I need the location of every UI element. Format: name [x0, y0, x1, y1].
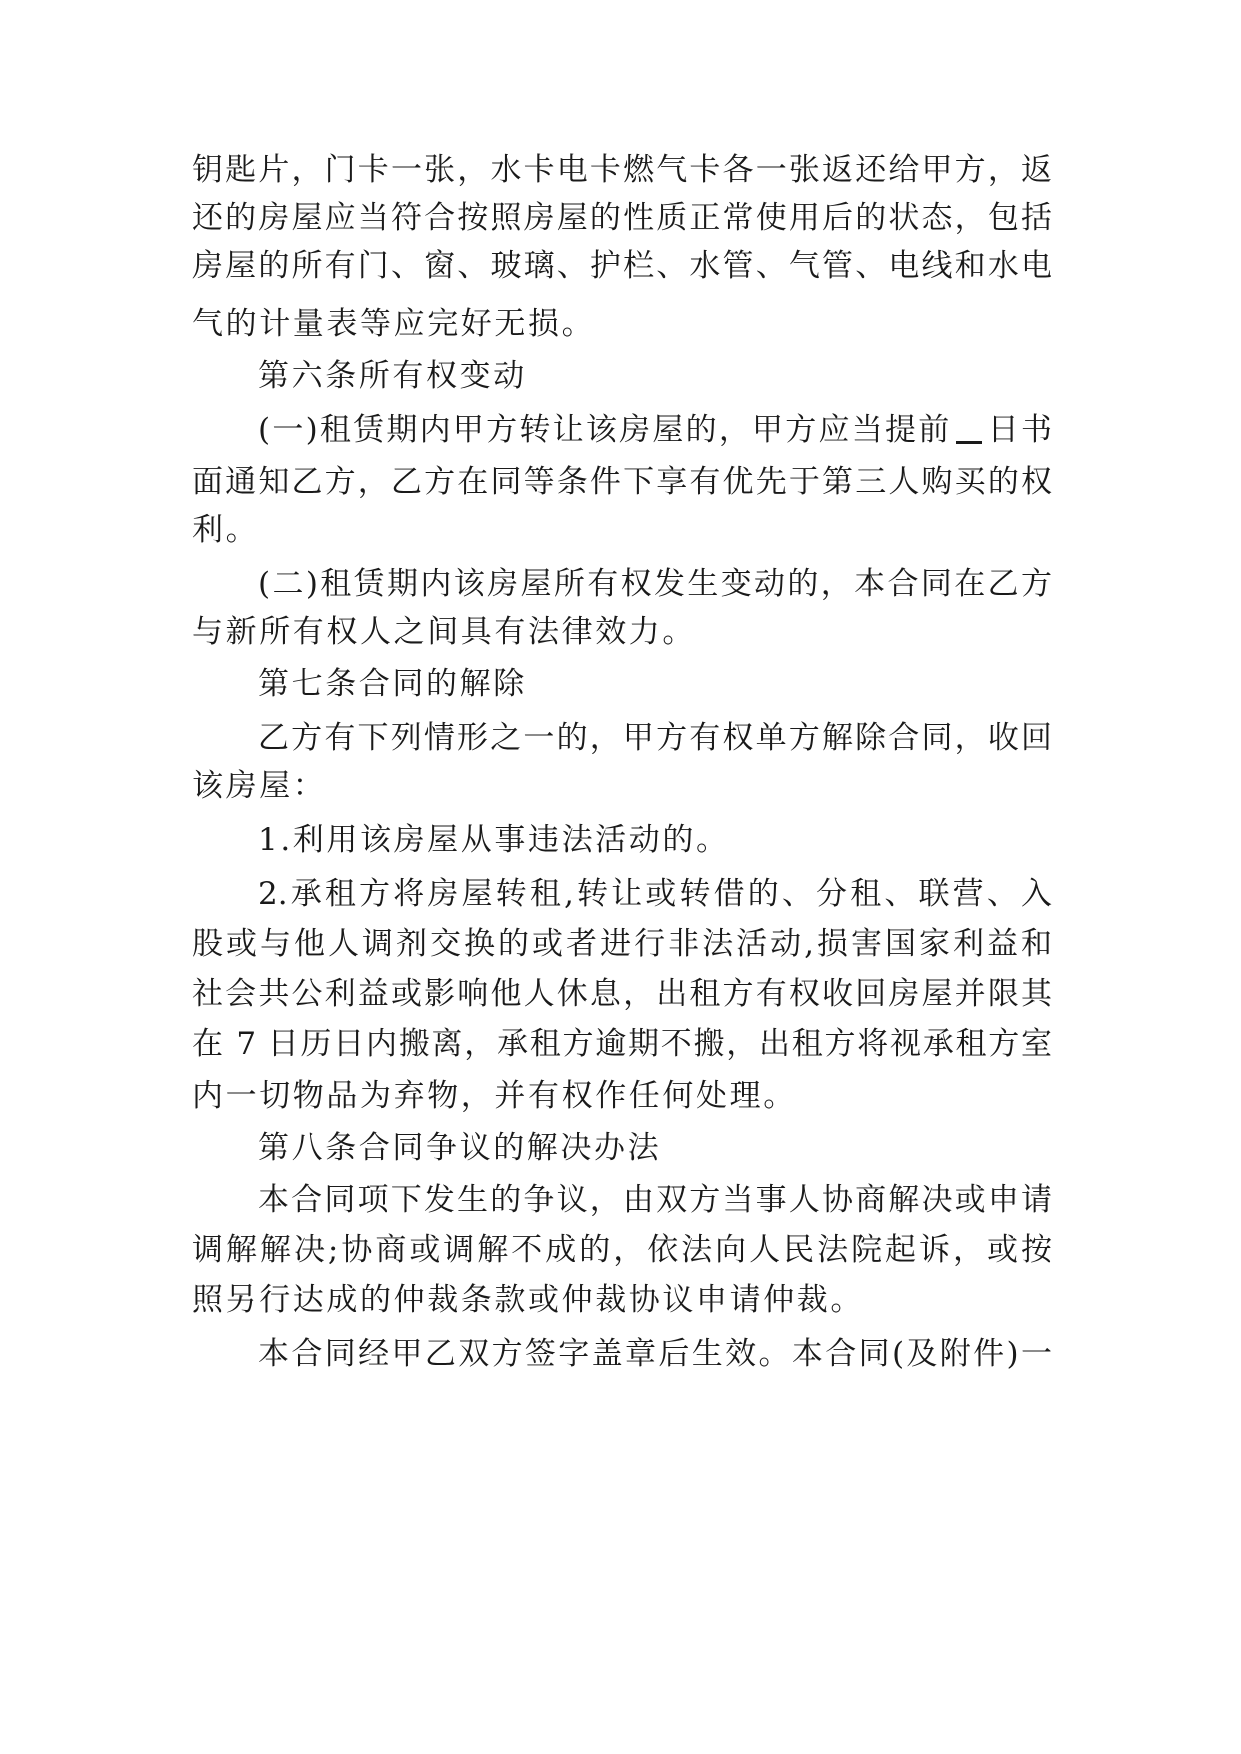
- section-heading-8: 第八条合同争议的解决办法: [258, 1130, 662, 1166]
- text-line: 利。: [192, 512, 260, 548]
- section-heading-6: 第六条所有权变动: [258, 358, 527, 394]
- text-line: 社会共公利益或影响他人休息，出租方有权收回房屋并限其: [192, 976, 1052, 1012]
- text-line: 调解解决;协商或调解不成的，依法向人民法院起诉，或按: [192, 1232, 1052, 1268]
- text-line: 乙方有下列情形之一的，甲方有权单方解除合同，收回: [258, 720, 1052, 756]
- section-heading-7: 第七条合同的解除: [258, 666, 527, 702]
- text-line: (二)租赁期内该房屋所有权发生变动的，本合同在乙方: [258, 566, 1052, 602]
- text-line: 内一切物品为弃物，并有权作任何处理。: [192, 1078, 797, 1114]
- text-line: 该房屋：: [192, 768, 327, 804]
- fill-in-blank: [956, 441, 982, 444]
- text-segment: (一)租赁期内甲方转让该房屋的，甲方应当提前: [258, 412, 952, 448]
- text-line: 面通知乙方，乙方在同等条件下享有优先于第三人购买的权: [192, 464, 1052, 500]
- text-line: 在 7 日历日内搬离，承租方逾期不搬，出租方将视承租方室: [192, 1026, 1052, 1062]
- text-line: [258, 410, 1052, 450]
- text-line: 本合同项下发生的争议，由双方当事人协商解决或申请: [258, 1182, 1052, 1218]
- text-line: 房屋的所有门、窗、玻璃、护栏、水管、气管、电线和水电: [192, 248, 1052, 284]
- text-line: 钥匙片，门卡一张，水卡电卡燃气卡各一张返还给甲方，返: [192, 152, 1052, 188]
- text-line: 与新所有权人之间具有法律效力。: [192, 614, 696, 650]
- text-line: 还的房屋应当符合按照房屋的性质正常使用后的状态，包括: [192, 200, 1052, 236]
- text-line: 本合同经甲乙双方签字盖章后生效。本合同(及附件)一: [258, 1336, 1052, 1372]
- list-item: 1.利用该房屋从事违法活动的。: [258, 822, 730, 858]
- text-segment: 日书: [985, 412, 1052, 448]
- text-line: 照另行达成的仲裁条款或仲裁协议申请仲裁。: [192, 1282, 864, 1318]
- text-line: 气的计量表等应完好无损。: [192, 306, 596, 342]
- list-item: 2.承租方将房屋转租,转让或转借的、分租、联营、入: [258, 876, 1052, 912]
- text-line: 股或与他人调剂交换的或者进行非法活动,损害国家利益和: [192, 926, 1052, 962]
